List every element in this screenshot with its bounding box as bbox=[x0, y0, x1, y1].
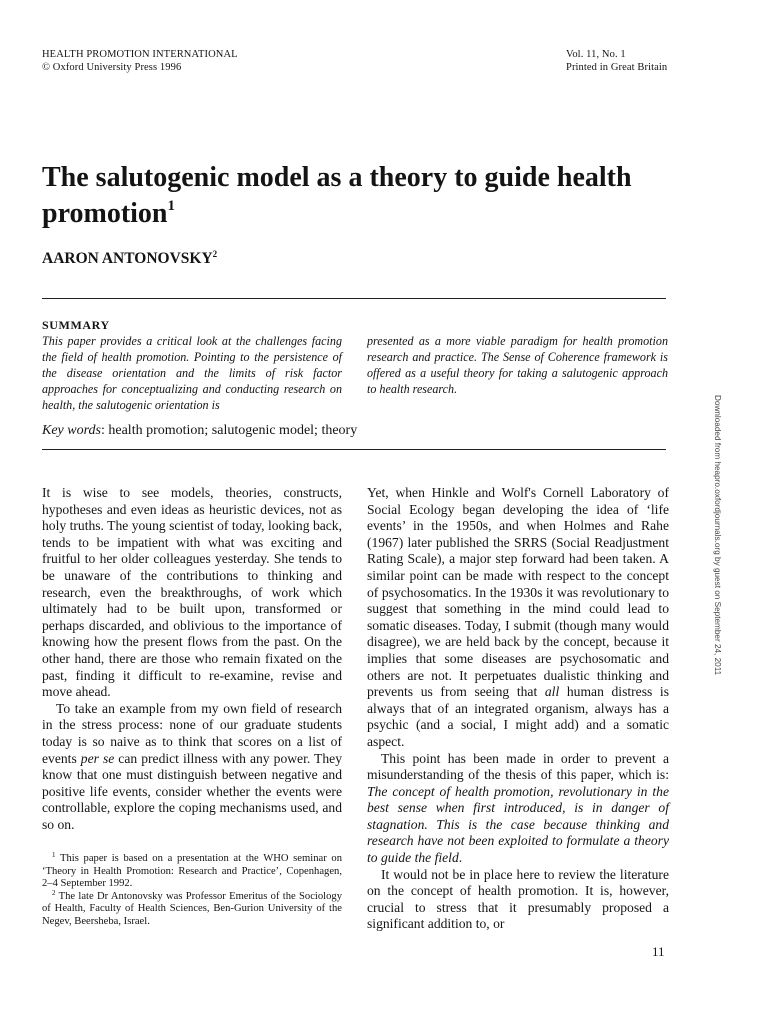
footnote-text: This paper is based on a presentation at the WHO seminar on ‘Theory in Health Promotion: Research and Practice’, Copenhagen, 2–4 September 1992. bbox=[42, 853, 342, 890]
body-paragraph: It would not be in place here to review the literature on the concept of health promotion. It is, however, crucial to stress that it presumably proposed a significant addition to, or bbox=[367, 866, 669, 932]
summary-heading: SUMMARY bbox=[42, 318, 110, 332]
summary-text-left: This paper provides a critical look at the challenges facing the field of health promotion. Pointing to the persistence of the disease orientation and the limits of risk factor approaches for conceptualizing and conducting research on health, the salutogenic orientation is bbox=[42, 334, 342, 412]
body-column-right bbox=[367, 485, 669, 933]
volume-line: Vol. 11, No. 1 bbox=[566, 49, 626, 60]
journal-header bbox=[42, 49, 238, 74]
footnote-2 bbox=[42, 888, 342, 929]
body-paragraph bbox=[367, 751, 669, 867]
summary-text-right: presented as a more viable paradigm for health promotion research and practice. The Sense of Coherence framework is offered as a useful theory for taking a salutogenic approach to health research. bbox=[367, 334, 668, 396]
printed-line: Printed in Great Britain bbox=[566, 61, 668, 73]
body-text: Yet, when Hinkle and Wolf's Cornell Laboratory of Social Ecology began developing the idea of ‘life events’ in the 1950s, and when Holmes and Rahe (1967) later published the SRRS (Social Readjustment Rating Scale), a major step forward had been taken. A similar point can be made with respect to the concept of psychosomatics. In the 1930s it was revolutionary to suggest that something in the mind could lead to somatic diseases. Today, I submit (though many would disagree), we are held back by the concept, because it implies that some diseases are psychosomatic and others are not. It perpetuates dualistic thinking and prevents us from seeing that bbox=[367, 485, 669, 700]
body-column-left bbox=[42, 485, 342, 833]
body-paragraph: It is wise to see models, theories, constructs, hypotheses and even ideas as heuristic devices, not as holy truths. The young scientist of today, looking back, tends to be impatient with what was exciting and fruitful to her older colleagues yesterday. She tends to be unaware of the contributions to thinking and research, even the breakthroughs, of work which ultimately had to be built upon, transformed or perhaps discarded, and oblivious to the importance of knowing how the present flows from the past. On the other hand, there are those who remain fixated on the past, finding it difficult to re-examine, revise and move ahead. bbox=[42, 485, 342, 700]
body-text: . bbox=[458, 850, 463, 866]
journal-name: HEALTH PROMOTION INTERNATIONAL bbox=[42, 49, 238, 60]
body-text-italic: all bbox=[544, 684, 560, 700]
issue-header bbox=[566, 49, 667, 74]
body-text: This point has been made in order to prevent a misunderstanding of the thesis of this paper, which is: bbox=[367, 750, 669, 783]
article-title-text: The salutogenic model as a theory to guide health promotion bbox=[42, 162, 632, 229]
body-text: can predict illness with any power. They know that one must distinguish between negative and positive life events, consider whether the events were controllable, explore the coping mechanisms used, and so on. bbox=[42, 750, 342, 832]
article-title bbox=[42, 160, 682, 232]
body-text: human distress is always that of an integrated organism, always has a psychic (and a social, I might add) and a somatic aspect. bbox=[367, 684, 669, 749]
author-line bbox=[42, 250, 217, 268]
keywords bbox=[42, 423, 357, 439]
footnote-mark: 2 bbox=[52, 888, 56, 897]
footnote-1 bbox=[42, 853, 342, 891]
divider-bottom bbox=[42, 449, 666, 450]
body-paragraph bbox=[42, 701, 342, 834]
footnotes bbox=[42, 853, 342, 929]
body-text: To take an example from my own field of research in the stress process: none of our graduate students today is so naive as to think that scores on a list of events bbox=[42, 700, 342, 766]
body-text-italic: per se bbox=[80, 750, 115, 766]
author-footnote-mark: 2 bbox=[212, 249, 218, 259]
keywords-text: : health promotion; salutogenic model; theory bbox=[100, 423, 358, 438]
footnote-text: The late Dr Antonovsky was Professor Emeritus of the Sociology of Health, Faculty of Health Sciences, Ben-Gurion University of the Negev, Beersheba, Israel. bbox=[42, 890, 342, 927]
body-paragraph bbox=[367, 485, 669, 751]
keywords-label: Key words bbox=[42, 423, 101, 438]
copyright-line: © Oxford University Press 1996 bbox=[42, 61, 182, 73]
author-name: AARON ANTONOVSKY bbox=[42, 250, 213, 267]
download-watermark: Downloaded from heapro.oxfordjournals.org by guest on September 24, 2011 bbox=[713, 395, 722, 676]
body-text-italic: The concept of health promotion, revolutionary in the best sense when first introduced, is in danger of stagnation. This is the case because thinking and research have not been exploited to formulate a theory to guide the field bbox=[367, 783, 669, 866]
divider-top bbox=[42, 298, 666, 299]
title-footnote-mark: 1 bbox=[167, 198, 175, 214]
page-number: 11 bbox=[652, 944, 665, 959]
footnote-mark: 1 bbox=[52, 851, 56, 859]
